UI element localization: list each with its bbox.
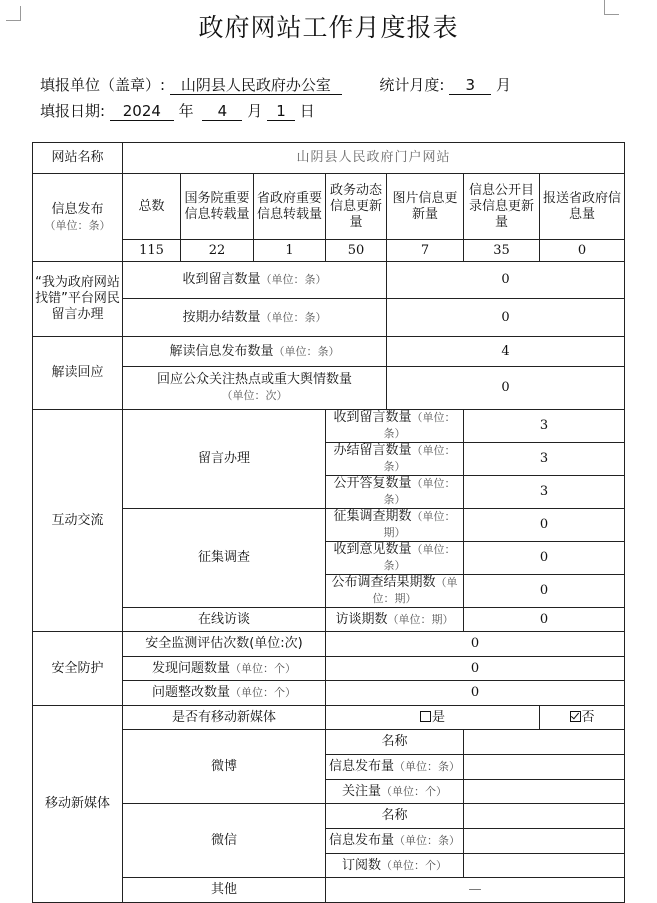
security-fixed-label: 问题整改数量（单位：个）	[123, 681, 326, 706]
weibo-publish-value	[464, 755, 625, 780]
info-value-province: 1	[254, 240, 326, 262]
media-label: 移动新媒体	[33, 706, 123, 903]
security-found-label: 发现问题数量（单位：个）	[123, 657, 326, 681]
media-no-option[interactable]: 否	[540, 706, 625, 730]
survey-opinions-value: 0	[464, 542, 625, 575]
wodiao-ontime-value: 0	[387, 299, 625, 337]
weibo-name-label: 名称	[326, 730, 464, 755]
message-public-label: 公开答复数量（单位：条）	[326, 476, 464, 509]
info-header-catalog: 信息公开目录信息更新量	[464, 174, 540, 240]
month-num: 4	[202, 102, 242, 121]
weibo-publish-label: 信息发布量（单位：条）	[326, 755, 464, 780]
weibo-label: 微博	[123, 730, 326, 804]
media-has-label: 是否有移动新媒体	[123, 706, 326, 730]
interpret-respond-label: 回应公众关注热点或重大舆情数量 （单位：次）	[123, 367, 387, 410]
month-value: 3	[449, 76, 491, 95]
weixin-name-label: 名称	[326, 804, 464, 829]
media-row-has	[33, 706, 625, 730]
message-received-label: 收到留言数量（单位：条）	[326, 410, 464, 443]
interpret-publish-label: 解读信息发布数量（单位：条）	[123, 337, 387, 367]
unit-label: 填报单位（盖章）:	[40, 76, 166, 94]
report-table	[32, 142, 625, 903]
site-row	[33, 143, 625, 174]
weixin-subscribe-label: 订阅数（单位：个）	[326, 854, 464, 878]
survey-results-value: 0	[464, 575, 625, 608]
security-assess-value: 0	[326, 632, 625, 657]
interview-periods-label: 访谈期数（单位：期）	[326, 608, 464, 632]
interview-periods-value: 0	[464, 608, 625, 632]
survey-results-label: 公布调查结果期数（单位：期）	[326, 575, 464, 608]
security-label: 安全防护	[33, 632, 123, 706]
info-header-state-council: 国务院重要信息转载量	[181, 174, 254, 240]
message-received-value: 3	[464, 410, 625, 443]
weixin-subscribe-value	[464, 854, 625, 878]
wodiao-label: “我为政府网站找错”平台网民留言办理	[33, 262, 123, 337]
security-fixed-value: 0	[326, 681, 625, 706]
header-line-1	[40, 74, 511, 95]
message-group-label: 留言办理	[123, 410, 326, 509]
weixin-label: 微信	[123, 804, 326, 878]
wodiao-ontime-label: 按期办结数量（单位：条）	[123, 299, 387, 337]
message-done-value: 3	[464, 443, 625, 476]
weixin-name-value	[464, 804, 625, 829]
weixin-publish-label: 信息发布量（单位：条）	[326, 829, 464, 854]
info-header-images: 图片信息更新量	[387, 174, 464, 240]
info-publish-header-row	[33, 174, 625, 240]
weibo-follow-value	[464, 780, 625, 804]
date-label: 填报日期:	[40, 102, 106, 120]
survey-periods-value: 0	[464, 509, 625, 542]
survey-periods-label: 征集调查期数（单位：期）	[326, 509, 464, 542]
site-name-value: 山阴县人民政府门户网站	[123, 143, 625, 174]
checkbox-yes-icon[interactable]	[420, 711, 431, 722]
info-publish-label: 信息发布 （单位：条）	[33, 174, 123, 262]
survey-opinions-label: 收到意见数量（单位：条）	[326, 542, 464, 575]
survey-group-label: 征集调查	[123, 509, 326, 608]
weibo-name-value	[464, 730, 625, 755]
info-header-dynamics: 政务动态信息更新量	[326, 174, 387, 240]
wodiao-received-label: 收到留言数量（单位：条）	[123, 262, 387, 299]
info-value-images: 7	[387, 240, 464, 262]
interpret-respond-value: 0	[387, 367, 625, 410]
info-value-total: 115	[123, 240, 181, 262]
info-header-report-province: 报送省政府信息量	[540, 174, 625, 240]
wodiao-row-received	[33, 262, 625, 299]
interaction-row-1	[33, 410, 625, 443]
info-value-report-province: 0	[540, 240, 625, 262]
info-value-catalog: 35	[464, 240, 540, 262]
other-label: 其他	[123, 878, 326, 903]
security-row-1	[33, 632, 625, 657]
message-public-value: 3	[464, 476, 625, 509]
year-suffix: 年	[178, 102, 194, 120]
site-name-label: 网站名称	[33, 143, 123, 174]
security-found-value: 0	[326, 657, 625, 681]
year-value: 2024	[110, 102, 174, 121]
interaction-label: 互动交流	[33, 410, 123, 632]
info-value-dynamics: 50	[326, 240, 387, 262]
checkbox-no-checked-icon[interactable]	[570, 711, 581, 722]
month-unit: 月	[247, 102, 263, 120]
interview-group-label: 在线访谈	[123, 608, 326, 632]
media-yes-option[interactable]: 是	[326, 706, 540, 730]
message-done-label: 办结留言数量（单位：条）	[326, 443, 464, 476]
interpret-publish-value: 4	[387, 337, 625, 367]
day-value: 1	[267, 102, 295, 121]
other-value: —	[326, 878, 625, 903]
day-suffix: 日	[299, 102, 315, 120]
report-title: 政府网站工作月度报表	[198, 13, 459, 42]
header-line-2	[40, 100, 315, 121]
info-header-total: 总数	[123, 174, 181, 240]
wodiao-received-value: 0	[387, 262, 625, 299]
unit-value: 山阴县人民政府办公室	[170, 76, 342, 95]
weixin-publish-value	[464, 829, 625, 854]
interpret-row-publish	[33, 337, 625, 367]
info-value-state-council: 22	[181, 240, 254, 262]
interpret-label: 解读回应	[33, 337, 123, 410]
weibo-follow-label: 关注量（单位：个）	[326, 780, 464, 804]
month-label: 统计月度:	[379, 76, 445, 94]
info-header-province: 省政府重要信息转载量	[254, 174, 326, 240]
security-assess-label: 安全监测评估次数(单位:次)	[123, 632, 326, 657]
month-suffix: 月	[496, 76, 512, 94]
